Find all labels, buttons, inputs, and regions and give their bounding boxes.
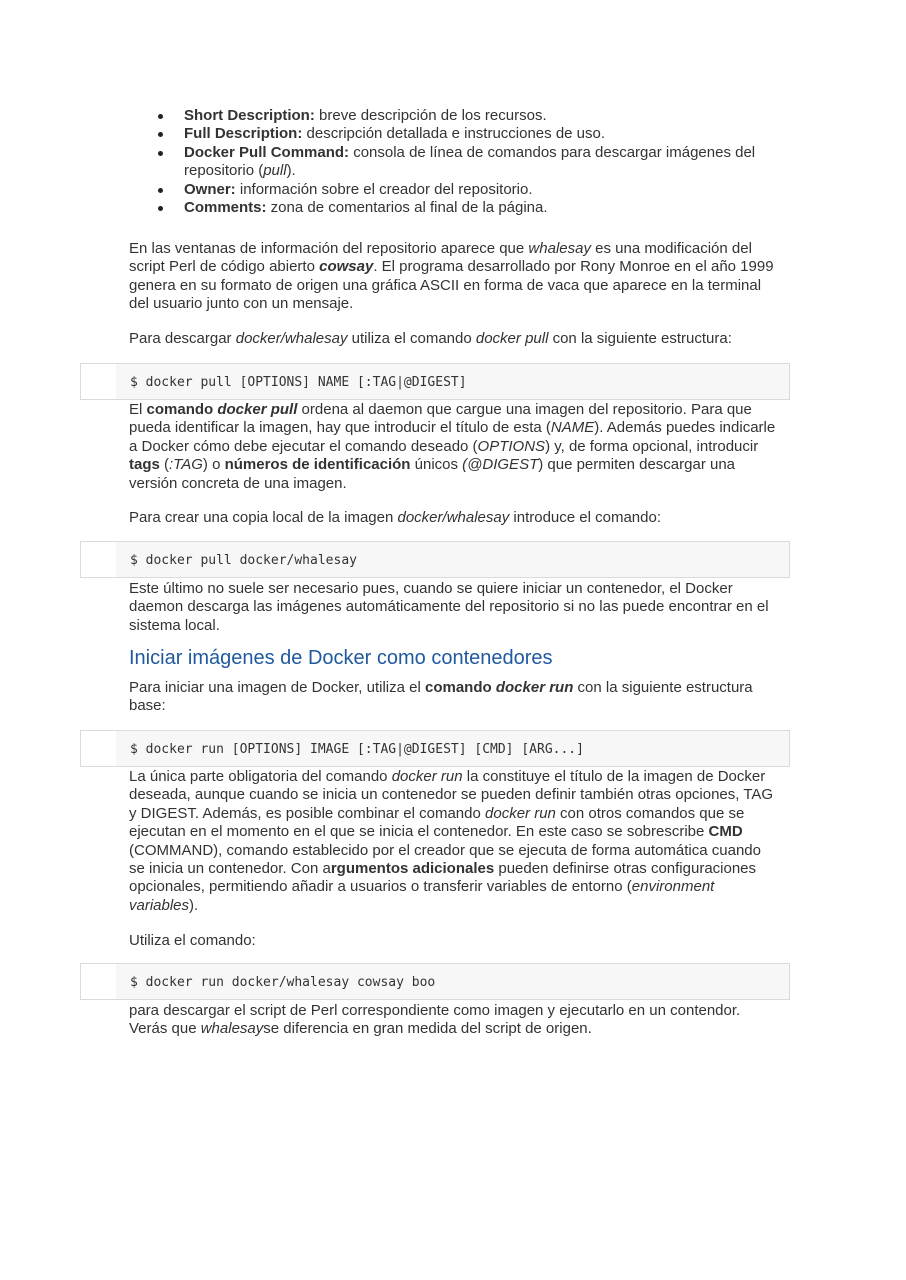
paragraph-run-result: para descargar el script de Perl correspondiente como imagen y ejecutarlo en un contendor. Verás que whalesayse diferencia en gran medida del script de origen. bbox=[129, 1002, 741, 1038]
section-heading: Iniciar imágenes de Docker como contenedores bbox=[129, 647, 553, 669]
code-block-run-whalesay[interactable] bbox=[80, 963, 790, 1000]
paragraph-run-intro: Para iniciar una imagen de Docker, utiliza el comando docker run con la siguiente estructura base: bbox=[129, 679, 753, 715]
list-item: Docker Pull Command: consola de línea de comandos para descargar imágenes del repositorio (pull). bbox=[129, 144, 779, 181]
list-item: Full Description: descripción detallada e instrucciones de uso. bbox=[129, 125, 779, 143]
code-text[interactable]: $ docker pull docker/whalesay bbox=[116, 542, 789, 577]
paragraph-daemon-download: Este último no suele ser necesario pues, cuando se quiere iniciar un contenedor, el Docker daemon descarga las imágenes automáticamente del repositorio si no las puede encontrar en el sistema local. bbox=[129, 580, 769, 634]
list-item: Owner: información sobre el creador del repositorio. bbox=[129, 181, 779, 199]
list-item: Comments: zona de comentarios al final de la página. bbox=[129, 199, 779, 217]
list-item: Short Description: breve descripción de los recursos. bbox=[129, 107, 779, 125]
paragraph-whalesay-intro: En las ventanas de información del repositorio aparece que whalesay es una modificación del script Perl de código abierto cowsay. El programa desarrollado por Rony Monroe en el año 1999 genera en su formato de origen una gráfica ASCII en forma de vaca que aparece en la terminal del usuario junto con un mensaje. bbox=[129, 240, 774, 313]
code-block-pull-whalesay[interactable] bbox=[80, 541, 790, 578]
paragraph-local-copy: Para crear una copia local de la imagen docker/whalesay introduce el comando: bbox=[129, 509, 661, 526]
list-item-label: Docker Pull Command: bbox=[184, 143, 350, 161]
list-item-label: Full Description: bbox=[184, 125, 303, 143]
code-block-pull-syntax[interactable] bbox=[80, 363, 790, 400]
code-block-run-syntax[interactable] bbox=[80, 730, 790, 767]
list-item-label: Comments: bbox=[184, 199, 267, 217]
code-text[interactable]: $ docker run docker/whalesay cowsay boo bbox=[116, 964, 789, 999]
list-item-label: Short Description: bbox=[184, 107, 315, 124]
paragraph-use-command: Utiliza el comando: bbox=[129, 932, 256, 949]
feature-list bbox=[129, 107, 779, 217]
paragraph-pull-intro: Para descargar docker/whalesay utiliza el comando docker pull con la siguiente estructura: bbox=[129, 330, 732, 347]
code-text[interactable]: $ docker run [OPTIONS] IMAGE [:TAG|@DIGEST] [CMD] [ARG...] bbox=[116, 731, 789, 766]
list-item-label: Owner: bbox=[184, 180, 236, 198]
paragraph-pull-explanation: El comando docker pull ordena al daemon que cargue una imagen del repositorio. Para que pueda identificar la imagen, hay que introducir el título de esta (NAME). Además puedes indicarle a Docker cómo debe ejecutar el comando deseado (OPTIONS) y, de forma opcional, introducir tags (:TAG) o números de identificación únicos (@DIGEST) que permiten descargar una versión concreta de una imagen. bbox=[129, 401, 776, 492]
code-text[interactable]: $ docker pull [OPTIONS] NAME [:TAG|@DIGEST] bbox=[116, 364, 789, 399]
paragraph-run-explanation: La única parte obligatoria del comando docker run la constituye el título de la imagen de Docker deseada, aunque cuando se inicia un contenedor se pueden definir también otras opciones, TAG y DIGEST. Además, es posible combinar el comando docker run con otros comandos que se ejecutan en el momento en el que se inicia el contenedor. En este caso se sobrescribe CMD (COMMAND), comando establecido por el creador que se ejecuta de forma automática cuando se inicia un contenedor. Con argumentos adicionales pueden definirse otras configuraciones opcionales, permitiendo añadir a usuarios o transferir variables de entorno (environment variables). bbox=[129, 768, 774, 914]
